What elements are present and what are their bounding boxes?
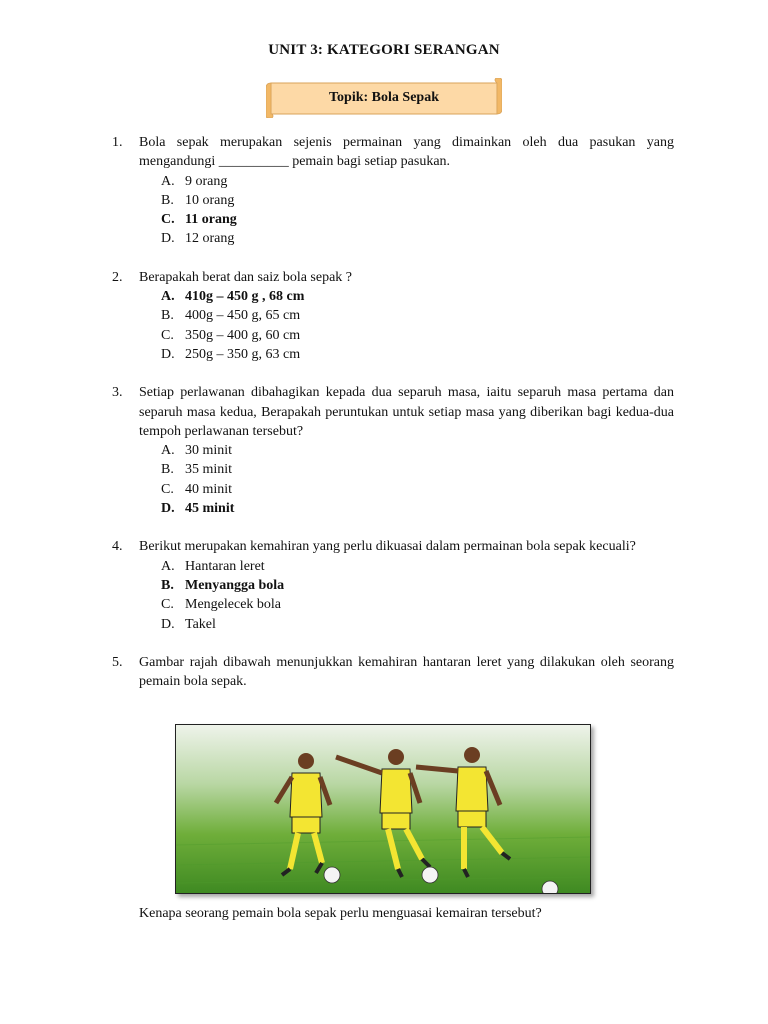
answer-option-correct — [161, 210, 674, 229]
question-text: Bola sepak merupakan sejenis permainan yang dimainkan oleh dua pasukan yang mengandungi __________ pemain bagi setiap pasukan. — [139, 135, 674, 170]
question-text: Berapakah berat dan saiz bola sepak ? — [139, 269, 353, 285]
question-text: Setiap perlawanan dibahagikan kepada dua separuh masa, iaitu separuh masa pertama dan separuh masa kedua, Berapakah peruntukan untuk setiap masa yang diberikan bagi kedua-dua tempoh perlawanan tersebut? — [139, 385, 674, 439]
answer-options — [161, 557, 674, 634]
option-text: 35 minit — [185, 462, 233, 478]
followup-question: Kenapa seorang pemain bola sepak perlu menguasai kemairan tersebut? — [139, 906, 542, 921]
question-number: 5. — [112, 654, 123, 670]
answer-options — [161, 172, 674, 249]
option-text: Menyangga bola — [185, 577, 285, 593]
football-players-photo — [175, 724, 591, 894]
option-letter: B. — [161, 192, 174, 208]
option-text: 250g – 350 g, 63 cm — [185, 346, 301, 362]
answer-option — [161, 191, 674, 210]
option-text: Hantaran leret — [185, 558, 265, 574]
question-item — [112, 653, 674, 692]
option-letter: A. — [161, 289, 175, 305]
option-letter: A. — [161, 443, 175, 459]
answer-option — [161, 306, 674, 325]
answer-option — [161, 480, 674, 499]
option-letter: C. — [161, 327, 174, 343]
question-list — [112, 133, 674, 710]
answer-options — [161, 287, 674, 364]
question-number: 1. — [112, 135, 123, 150]
option-text: 410g – 450 g , 68 cm — [185, 289, 305, 305]
answer-option — [161, 229, 674, 248]
option-text: 10 orang — [185, 192, 235, 208]
option-letter: D. — [161, 231, 175, 247]
question-number: 4. — [112, 539, 123, 555]
option-letter: A. — [161, 173, 175, 189]
question-item — [112, 383, 674, 518]
answer-option — [161, 326, 674, 345]
option-letter: C. — [161, 597, 174, 613]
option-letter: C. — [161, 481, 174, 497]
question-item — [112, 268, 674, 364]
option-text: 9 orang — [185, 173, 228, 189]
option-text: 30 minit — [185, 443, 233, 459]
question-number: 3. — [112, 385, 123, 401]
option-letter: D. — [161, 501, 175, 517]
option-text: 350g – 400 g, 60 cm — [185, 327, 301, 343]
question-text: Berikut merupakan kemahiran yang perlu dikuasai dalam permainan bola sepak kecuali? — [139, 539, 636, 555]
answer-option-correct — [161, 576, 674, 595]
option-letter: D. — [161, 346, 175, 362]
question-item — [112, 537, 674, 633]
topic-banner — [266, 78, 502, 118]
question-number: 2. — [112, 269, 123, 285]
answer-option-correct — [161, 287, 674, 306]
answer-option — [161, 441, 674, 460]
option-text: Mengelecek bola — [185, 597, 282, 613]
question-text: Gambar rajah dibawah menunjukkan kemahiran hantaran leret yang dilakukan oleh seorang pemain bola sepak. — [139, 654, 674, 690]
option-text: 12 orang — [185, 231, 235, 247]
question-item — [112, 133, 674, 249]
answer-option — [161, 172, 674, 191]
answer-option-correct — [161, 499, 674, 518]
option-text: 45 minit — [185, 501, 235, 517]
topic-label: Topik: Bola Sepak — [329, 90, 439, 105]
option-text: 40 minit — [185, 481, 233, 497]
page-title: UNIT 3: KATEGORI SERANGAN — [268, 42, 500, 58]
option-text: 400g – 450 g, 65 cm — [185, 308, 301, 324]
option-text: Takel — [185, 616, 216, 632]
answer-option — [161, 460, 674, 479]
answer-option — [161, 345, 674, 364]
answer-option — [161, 595, 674, 614]
answer-options — [161, 441, 674, 518]
option-letter: C. — [161, 212, 175, 228]
option-letter: A. — [161, 558, 175, 574]
answer-option — [161, 557, 674, 576]
option-letter: B. — [161, 308, 174, 324]
answer-option — [161, 615, 674, 634]
option-letter: B. — [161, 462, 174, 478]
option-letter: D. — [161, 616, 175, 632]
option-text: 11 orang — [185, 212, 237, 228]
option-letter: B. — [161, 577, 174, 593]
